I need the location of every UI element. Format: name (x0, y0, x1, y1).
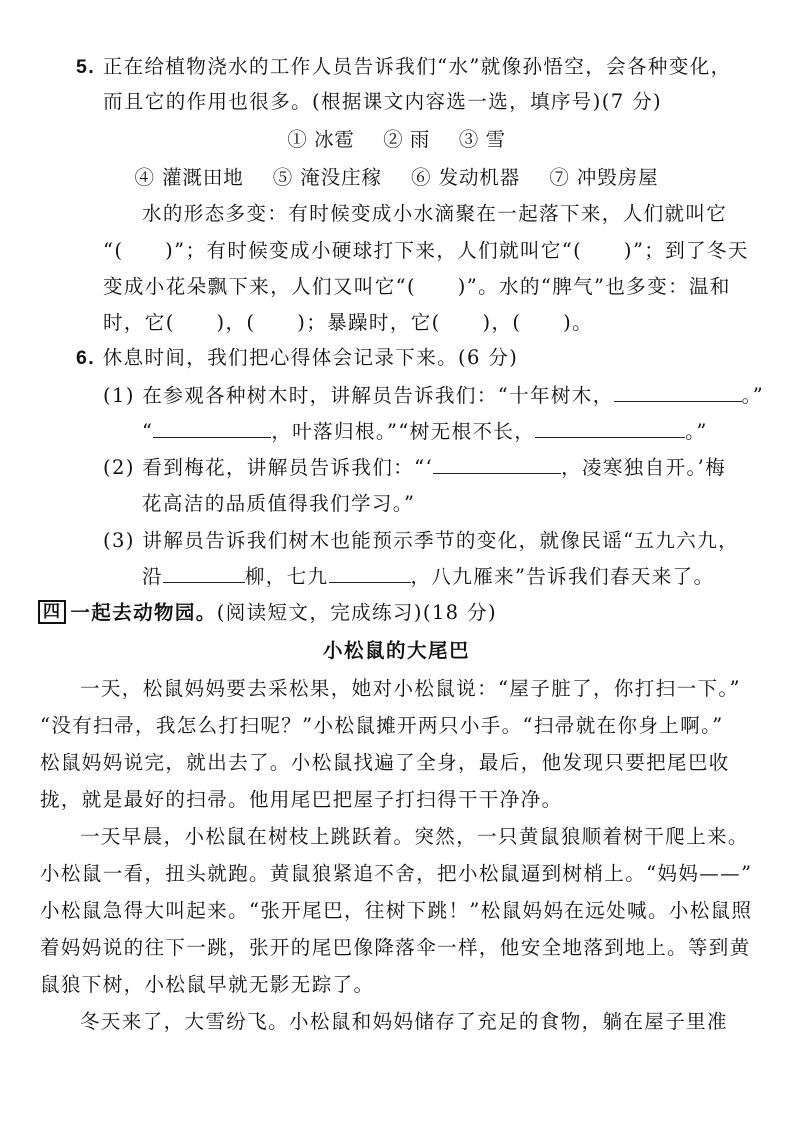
story-line-9: 鼠狼下树，小松鼠早就无影无踪了。 (40, 973, 375, 996)
story-line-4: 拢，就是最好的扫帚。他用尾巴把屋子打扫得干干净净。 (40, 788, 563, 811)
section4-header (38, 598, 497, 628)
q6-item3-line2 (142, 562, 715, 592)
q6-item1-line2 (142, 417, 708, 447)
q6-item3-blank2[interactable] (329, 562, 411, 583)
q5-option-4: ④ 灌溉田地 (134, 166, 244, 189)
q5-prompt-line1 (76, 52, 732, 82)
q6-item1-end: 。” (741, 384, 765, 407)
q5-passage-line4: 时，它( )，( )；暴躁时，它( )，( )。 (103, 311, 594, 334)
q6-item3-part1: 沿 (142, 565, 163, 588)
q5-prompt-text: 正在给植物浇水的工作人员告诉我们“水”就像孙悟空，会各种变化， (102, 55, 732, 78)
q6-item1-end2: 。” (685, 420, 708, 443)
story-line-3: 松鼠妈妈说完，就出去了。小松鼠找遍了全身，最后，他发现只要把尾巴收 (40, 751, 730, 774)
story-line-1: 一天，松鼠妈妈要去采松果，她对小松鼠说：“屋子脏了，你打扫一下。” (80, 677, 741, 700)
section4-note: (阅读短文，完成练习)(18 分) (216, 601, 497, 624)
story-line-5: 一天早晨，小松鼠在树枝上跳跃着。突然，一只黄鼠狼顺着树干爬上来。 (80, 825, 749, 848)
q6-item1-mid: ，叶落归根。”“树无根不长， (271, 420, 536, 443)
q5-passage-line2: “( )”；有时候变成小硬球打下来，人们就叫它“( )”；到了冬天 (103, 239, 749, 262)
q6-item3-part3: ，八九雁来”告诉我们春天来了。 (410, 565, 715, 588)
q5-option-3: ③ 雪 (458, 128, 506, 151)
q6-item3-part2: 柳，七九 (244, 565, 329, 588)
story-line-8: 着妈妈说的往下一跳，张开的尾巴像降落伞一样，他安全地落到地上。等到黄 (40, 936, 751, 959)
q5-passage-line1: 水的形态多变：有时候变成小水滴聚在一起落下来，人们就叫它 (142, 202, 728, 225)
q6-number: 6. (76, 347, 96, 369)
story-line-6: 小松鼠一看，扭头就跑。黄鼠狼紧追不舍，把小松鼠逼到树梢上。“妈妈——” (40, 862, 753, 885)
q5-number: 5. (76, 56, 96, 78)
q6-item3-blank1[interactable] (163, 562, 245, 583)
q6-item1-text: (1) 在参观各种树木时，讲解员告诉我们：“十年树木， (103, 384, 614, 407)
story-line-10: 冬天来了，大雪纷飞。小松鼠和妈妈储存了充足的食物，躺在屋子里准 (80, 1010, 728, 1033)
q6-item1-quote: “ (142, 420, 154, 443)
q6-item1-blank2[interactable] (153, 417, 271, 438)
q6-item3-line1: (3) 讲解员告诉我们树木也能预示季节的变化，就像民谣“五九六九， (103, 529, 739, 552)
q6-item1-blank1[interactable] (614, 381, 742, 402)
q6-item2-text: (2) 看到梅花，讲解员告诉我们：“‘ (103, 456, 434, 479)
story-line-7: 小松鼠急得大叫起来。“张开尾巴，往树下跳！”松鼠妈妈在远处喊。小松鼠照 (40, 899, 753, 922)
q6-prompt (76, 343, 518, 373)
q5-options-row2 (0, 163, 793, 193)
q6-item2-blank[interactable] (433, 453, 561, 474)
q6-item2-line2: 花高洁的品质值得我们学习。” (142, 492, 416, 515)
story-title: 小松鼠的大尾巴 (322, 639, 470, 662)
q6-item2-end: ，凌寒独自开。’梅 (561, 456, 727, 479)
q6-item1-blank3[interactable] (535, 417, 685, 438)
q5-options-row1 (0, 125, 793, 155)
q6-prompt-text: 休息时间，我们把心得体会记录下来。(6 分) (102, 346, 519, 369)
story-line-2: “没有扫帚，我怎么打扫呢？”小松鼠摊开两只小手。“扫帚就在你身上啊。” (40, 714, 724, 737)
q5-option-7: ⑦ 冲毁房屋 (549, 166, 659, 189)
section4-badge: 四 (38, 600, 66, 624)
q6-item1-line1 (103, 381, 764, 411)
q5-option-5: ⑤ 淹没庄稼 (272, 166, 382, 189)
q5-prompt-line2: 而且它的作用也很多。(根据课文内容选一选，填序号)(7 分) (103, 90, 663, 113)
q5-option-1: ① 冰雹 (287, 128, 355, 151)
q5-option-6: ⑥ 发动机器 (411, 166, 521, 189)
section4-title: 一起去动物园。 (70, 601, 217, 624)
q5-passage-line3: 变成小花朵飘下来，人们又叫它“( )”。水的“脾气”也多变：温和 (103, 275, 731, 298)
q6-item2-line1 (103, 453, 726, 483)
q5-option-2: ② 雨 (383, 128, 430, 151)
